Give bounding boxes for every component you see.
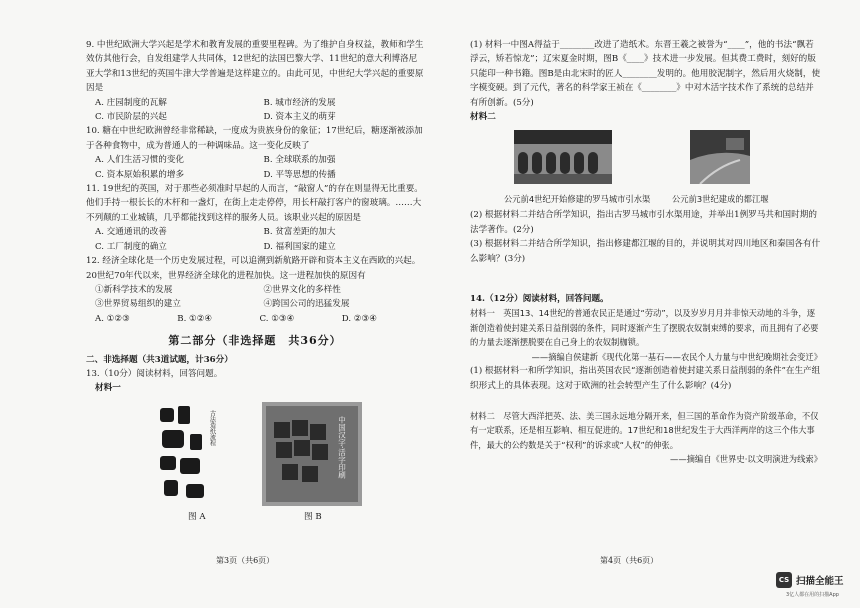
scanner-slogan: 3亿人都在用的扫描App: [786, 592, 839, 598]
figure-b-label: 中国汉字·活字印刷: [337, 415, 347, 479]
option: D. 福利国家的建立: [263, 241, 336, 252]
statement-item: ③世界贸易组织的建立: [95, 299, 181, 310]
material-two-photos: [470, 126, 822, 214]
figure-a-caption: 图 A: [188, 511, 206, 522]
aqueduct-caption: 公元前4世纪开始修建的罗马城市引水渠: [504, 194, 651, 205]
left-page: [86, 38, 424, 530]
option: C. ①③④: [259, 313, 295, 324]
question-11-options: [86, 225, 424, 254]
right-page: [470, 38, 822, 467]
option: A. 庄园制度的瓦解: [95, 97, 167, 108]
right-page-footer: 第4页（共6页）: [600, 556, 659, 565]
option: B. 贫富差距的加大: [263, 227, 336, 238]
option: B. 全球联系的加强: [263, 155, 336, 166]
question-12-options: [86, 312, 424, 326]
figure-a-image: [156, 400, 236, 506]
material-one-label: 材料一: [95, 383, 121, 394]
figure-a-label: 古法造纸流程: [208, 409, 216, 446]
statement-item: ④跨国公司的迅猛发展: [263, 299, 350, 310]
section-two-heading: 二、非选择题（共3道试题，计36分）: [86, 354, 233, 365]
answer-space: [470, 393, 822, 409]
question-14-material-one: 材料一 英国13、14世纪的普通农民正是通过“劳动”，以及岁岁月月并非惊天动地的斗争，逐渐创造着使封建关系日益削弱的条件，同时逐渐产生了摆脱农奴制束缚的要求，而且拥有了必要的力量去逐渐摆脱要在自己身上的农奴制枷锁。: [470, 308, 819, 348]
scanner-app-name: 扫描全能王: [796, 576, 844, 587]
question-13-heading: 13.（10分）阅读材料，回答问题。: [86, 368, 223, 379]
question-13-part-3: (3) 根据材料二并结合所学知识，指出修建都江堰的目的，并说明其对四川地区和秦国各有什么影响？(3分): [470, 239, 821, 264]
answer-space: [470, 266, 822, 292]
part-two-title: 第二部分（非选择题 共36分）: [168, 334, 342, 348]
option: B. ①②④: [177, 313, 213, 324]
statement-item: ①新科学技术的发展: [95, 284, 173, 295]
option: D. ②③④: [341, 313, 377, 324]
question-14-heading: 14.（12分）阅读材料，回答问题。: [470, 294, 609, 305]
roman-aqueduct-photo: [514, 130, 612, 184]
material-one-source: ——摘编自侯建新《现代化第一基石——农民个人力量与中世纪晚期社会变迁》: [531, 351, 822, 362]
question-9: 9. 中世纪欧洲大学兴起是学术和教育发展的重要里程碑。为了维护自身权益，教师和学生效仿其他行会，自发组建学人共同体，12世纪的法国巴黎大学、11世纪的意大利博洛尼亚大学和13世纪的英国牛津大学普遍是这样建立的。由此可见，中世纪大学兴起的重要原因是: [86, 40, 424, 94]
question-12: 12. 经济全球化是一个历史发展过程，可以追溯到新航路开辟和资本主义在西欧的兴起。20世纪70年代以来，世界经济全球化的进程加快。这一进程加快的原因有: [86, 256, 421, 281]
option: B. 城市经济的发展: [263, 97, 336, 108]
option: C. 市民阶层的兴起: [95, 112, 167, 123]
question-14-part-1: (1) 根据材料一和所学知识，指出英国农民“逐渐创造着使封建关系日益削弱的条件”在生产组织形式上的具体表现。这对于欧洲的社会转型产生了什么影响？(4分): [470, 366, 821, 391]
material-two-label: 材料二: [470, 112, 496, 123]
material-one-figures: [86, 400, 424, 530]
question-13-part-1: (1) 材料一中图A得益于________改进了造纸术。东晋王羲之被誉为“____”，他的书法“飘若浮云，矫若惊龙”；辽宋夏金时期，图B《____》技术进一步发展。但其费工费时，刻好的版只能印一种书籍。图B是由北宋时的匠人________发明的。他用胶泥制字，然后用火烧制，使字模变硬。到了元代，著名的科学家王祯在《________》中对木活字技术作了系统的总结并有所创新。(5分): [470, 40, 821, 108]
option: A. 人们生活习惯的变化: [95, 155, 185, 166]
question-9-options: [86, 96, 424, 125]
option: C. 工厂制度的确立: [95, 241, 167, 252]
figure-b-caption: 图 B: [304, 511, 322, 522]
question-11: 11. 19世纪的英国，对于那些必须准时早起的人而言，“敲窗人”的存在则显得无比重要。他们手持一根长长的木杆和一盏灯，在街上走走停停，用长杆敲打客户的窗玻璃。……大不列颠的工业城镇，几乎都能找到这样的服务人员。该职业兴起的原因是: [86, 184, 423, 223]
scanner-logo-icon: CS: [776, 572, 792, 588]
question-13-part-2: (2) 根据材料二并结合所学知识，指出古罗马城市引水渠用途，并举出1例罗马共和国时期的法学著作。(2分): [470, 210, 817, 235]
dujiangyan-photo: [690, 130, 750, 184]
scanner-watermark: [776, 570, 856, 604]
dujiangyan-caption: 公元前3世纪建成的都江堰: [672, 194, 769, 205]
question-14-material-two: 材料二 尽管大西洋把英、法、美三国永远地分隔开来，但三国的革命作为资产阶级革命，不仅有一定联系，还是相互影响、相互促进的。17世纪和18世纪发生于大西洋两岸的这三个伟大事件，最大的公约数是关于“权利”的诉求或“人权”的伸张。: [470, 410, 819, 450]
option: D. 平等思想的传播: [263, 169, 336, 180]
option: A. ①②③: [95, 313, 130, 324]
option: C. 资本原始积累的增多: [95, 169, 185, 180]
statement-item: ②世界文化的多样性: [263, 284, 341, 295]
left-page-footer: 第3页（共6页）: [216, 556, 275, 565]
figure-b-image: [262, 402, 362, 506]
option: A. 交通通讯的改善: [95, 227, 167, 238]
material-two-source: ——摘编自《世界史·以文明演进为线索》: [670, 454, 822, 465]
option: D. 资本主义的萌芽: [263, 112, 336, 123]
question-12-items: [86, 283, 424, 312]
question-10: 10. 糖在中世纪欧洲曾经非常稀缺，一度成为贵族身份的象征；17世纪后，糖逐渐被添加于各种食物中，成为普通人的一种调味品。这一变化反映了: [86, 126, 423, 151]
question-10-options: [86, 153, 424, 182]
